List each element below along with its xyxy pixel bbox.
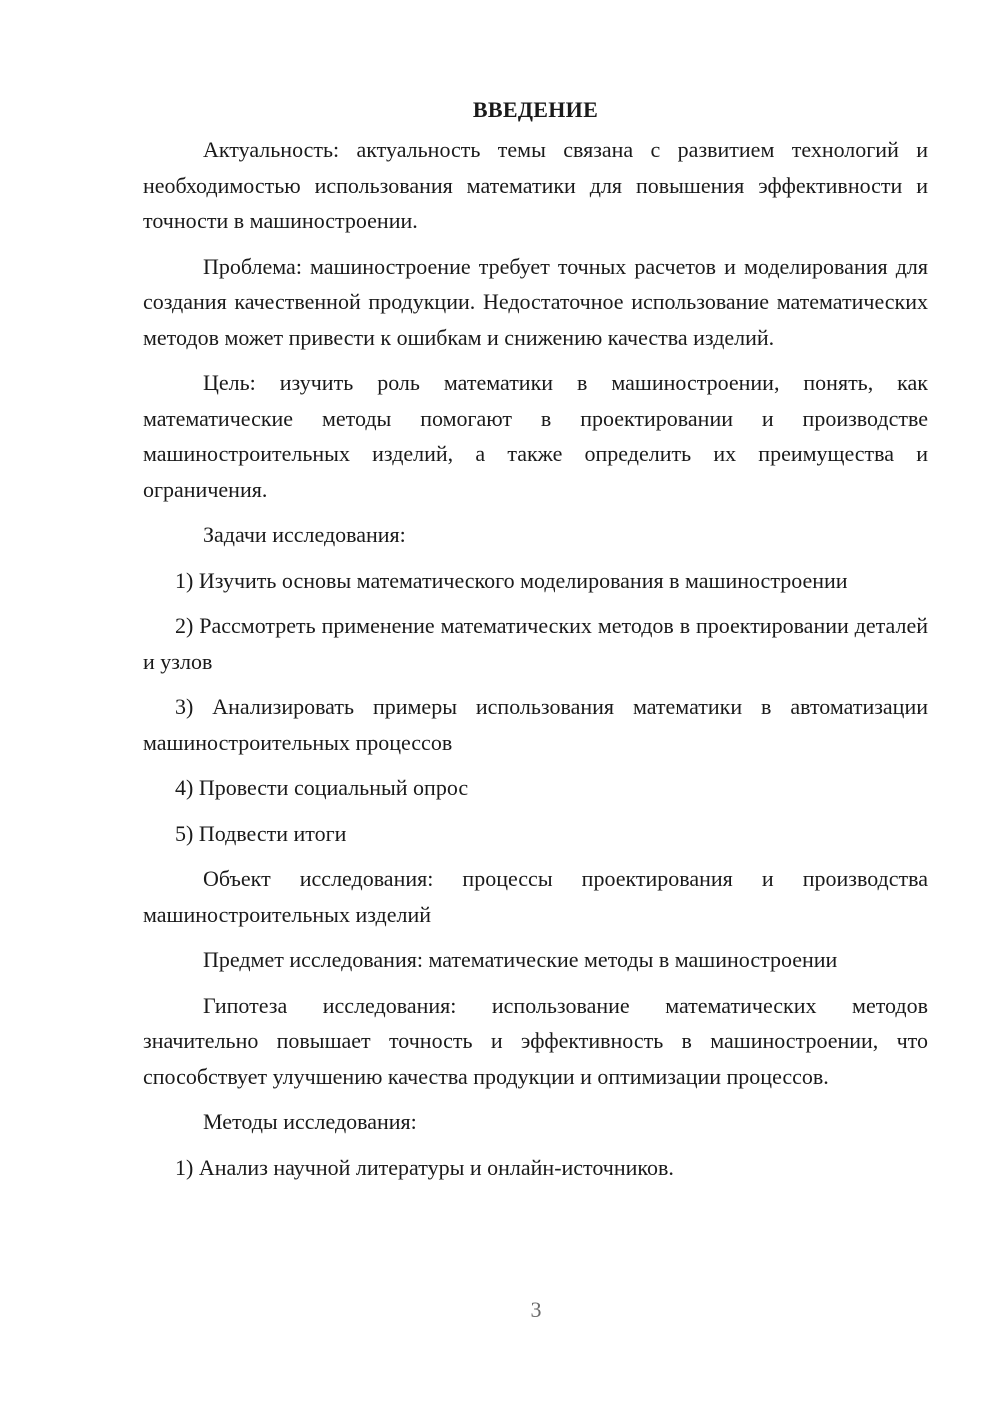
paragraph-problem: Проблема: машиностроение требует точных расчетов и моделирования для создания качественной продукции. Недостаточное использование математических методов может привести к ошибкам и снижению качества изделий. [143, 253, 928, 350]
page-title: ВВЕДЕНИЕ [472, 97, 599, 122]
paragraph-goal: Цель: изучить роль математики в машиностроении, понять, как математические методы помогают в проектировании и производстве машиностроительных изделий, а также определить их преимущества и ограничения. [143, 370, 928, 502]
task-item-3: 3) Анализировать примеры использования математики в автоматизации машиностроительных процессов [143, 694, 928, 755]
task-item-2: 2) Рассмотреть применение математических методов в проектировании деталей и узлов [143, 613, 928, 674]
task-item-5: 5) Подвести итоги [175, 820, 347, 846]
page-number: 3 [530, 1297, 542, 1322]
method-item-1: 1) Анализ научной литературы и онлайн-источников. [175, 1154, 674, 1180]
task-item-4: 4) Провести социальный опрос [175, 775, 469, 800]
document-page [143, 92, 928, 1195]
paragraph-hypothesis: Гипотеза исследования: использование математических методов значительно повышает точность и эффективность в машиностроении, что способствует улучшению качества продукции и оптимизации процессов. [143, 992, 928, 1089]
methods-heading: Методы исследования: [203, 1109, 417, 1134]
paragraph-relevance: Актуальность: актуальность темы связана с развитием технологий и необходимостью использования математики для повышения эффективности и точности в машиностроении. [143, 137, 928, 233]
tasks-heading: Задачи исследования: [203, 522, 406, 547]
task-item-1: 1) Изучить основы математического моделирования в машиностроении [175, 567, 848, 593]
paragraph-subject: Предмет исследования: математические методы в машиностроении [203, 947, 838, 972]
paragraph-object: Объект исследования: процессы проектирования и производства машиностроительных изделий [143, 866, 928, 927]
